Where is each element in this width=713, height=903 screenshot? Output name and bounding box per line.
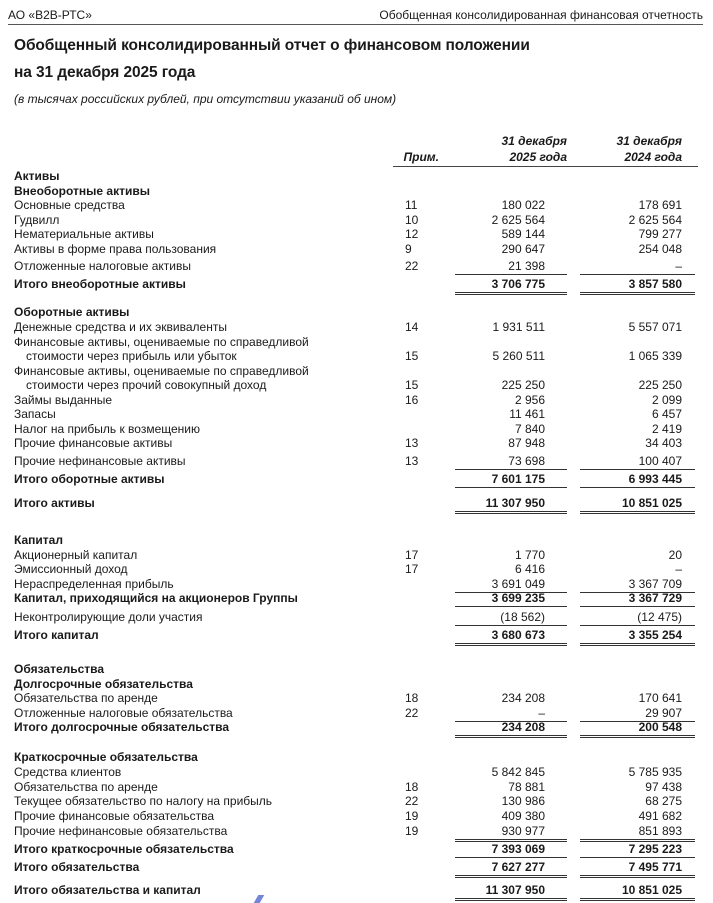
value-2025: 225 250 [501,378,545,392]
value-2025: 7 627 277 [491,860,545,874]
value-2025: 234 208 [501,691,545,705]
row-label: Гудвилл [14,213,60,227]
value-2024: – [675,562,682,576]
row-label: Итого оборотные активы [14,472,165,486]
value-2024: 851 893 [638,824,682,838]
row-label: Прочие нефинансовые активы [14,454,186,468]
table-row [0,823,713,839]
table-row [0,808,713,824]
value-2025: 7 601 175 [491,472,545,486]
row-label: Активы в форме права пользования [14,242,217,256]
row-note: 16 [405,393,419,407]
table-row [0,197,713,213]
value-2024: 200 548 [638,720,682,734]
table-row [0,304,713,320]
table-row [0,453,713,469]
value-2025: – [538,706,545,720]
table-row [0,690,713,706]
document-date: на 31 декабря 2025 года [14,64,196,81]
underline [455,857,567,858]
value-2024: 3 857 580 [628,277,682,291]
row-label: Итого активы [14,496,95,510]
value-2024: 170 641 [638,691,682,705]
value-2024: 29 907 [645,706,682,720]
row-label: Оборотные активы [14,305,130,319]
table-row [0,859,713,875]
value-2025: 3 680 673 [491,628,545,642]
table-row [0,276,713,292]
table-row [0,471,713,487]
table-row [0,348,713,364]
row-label: Внеоборотные активы [14,184,150,198]
row-note: 17 [405,562,419,576]
table-row [0,435,713,451]
row-label: Неконтролирующие доли участия [14,610,203,624]
value-2025: 2 956 [514,393,545,407]
double-underline [580,735,695,738]
double-underline [455,643,567,646]
column-header-note: Прим. [403,150,439,164]
value-2024: 3 367 729 [628,591,682,605]
report-type: Обобщенная консолидированная финансовая отчетность [379,8,703,22]
row-note: 13 [405,436,419,450]
underline [580,606,695,607]
underline [455,487,567,488]
value-2025: 180 022 [501,198,545,212]
value-2025: 290 647 [501,242,545,256]
table-row [0,495,713,511]
table-row [0,661,713,677]
underline [580,857,695,858]
underline [455,274,567,275]
double-underline [580,292,695,295]
row-label: Отложенные налоговые активы [14,259,191,273]
double-underline [455,875,567,878]
row-label: Основные средства [14,198,125,212]
row-label: Эмиссионный доход [14,562,128,576]
value-2024: 20 [668,548,682,562]
row-label: Финансовые активы, оцениваемые по справедливой [14,364,309,378]
row-note: 22 [405,259,419,273]
value-2025: 11 307 950 [485,883,545,897]
row-note: 22 [405,794,419,808]
header-rule [393,166,698,167]
value-2024: 799 277 [638,227,682,241]
document-title: Обобщенный консолидированный отчет о финансовом положении [14,37,530,54]
table-row [0,319,713,335]
value-2024: 100 407 [638,454,682,468]
value-2024: 7 295 223 [628,842,682,856]
row-label: Итого долгосрочные обязательства [14,720,230,734]
table-row [0,590,713,606]
underline [580,469,695,470]
row-note: 19 [405,824,419,838]
double-underline [580,898,695,901]
value-2024: 5 785 935 [628,765,682,779]
value-2025: 5 260 511 [492,349,545,363]
value-2025: 3 699 235 [491,591,545,605]
value-2025: 234 208 [501,720,545,734]
value-2025: 11 307 950 [485,496,545,510]
row-note: 11 [405,198,418,212]
column-header-2024-line1: 31 декабря [616,134,682,148]
value-2025: 87 948 [508,436,545,450]
row-note: 22 [405,706,419,720]
row-note: 18 [405,780,419,794]
table-row [0,168,713,184]
value-2024: 2 419 [651,422,682,436]
double-underline [580,643,695,646]
row-label: Краткосрочные обязательства [14,750,198,764]
column-header-2025-line2: 2025 года [509,150,567,164]
value-2024: 491 682 [638,809,682,823]
underline [455,469,567,470]
value-2025: 5 842 845 [491,765,545,779]
value-2025: 3 691 049 [491,577,545,591]
table-row [0,793,713,809]
column-header-2025 [460,133,567,165]
double-underline [580,511,695,514]
value-2025: 930 977 [501,824,545,838]
table-row [0,258,713,274]
row-label: Прочие нефинансовые обязательства [14,824,228,838]
value-2024: 97 438 [645,780,682,794]
row-note: 17 [405,548,419,562]
row-label: Прочие финансовые обязательства [14,809,214,823]
row-label: Активы [14,169,60,183]
value-2025: 2 625 564 [491,213,545,227]
value-2024: 6 457 [651,407,682,421]
table-row [0,764,713,780]
value-2024: 7 495 771 [628,860,682,874]
table-row [0,609,713,625]
value-2025: 409 380 [501,809,545,823]
column-header-2024 [570,133,682,165]
value-2025: 130 986 [501,794,545,808]
table-row [0,241,713,257]
table-row [0,561,713,577]
row-label: Итого внеоборотные активы [14,277,186,291]
table-row [0,719,713,735]
row-label: Долгосрочные обязательства [14,677,193,691]
double-underline [580,875,695,878]
value-2024: 1 065 339 [628,349,682,363]
value-2025: 21 398 [508,259,545,273]
value-2024: 34 403 [645,436,682,450]
value-2024: 3 367 709 [628,577,682,591]
value-2025: 1 931 511 [492,320,545,334]
table-row [0,882,713,898]
page-header [8,6,703,25]
row-label: стоимости через прочий совокупный доход [26,378,267,392]
row-label: Нематериальные активы [14,227,154,241]
row-label: Капитал, приходящийся на акционеров Группы [14,591,298,605]
row-label: Текущее обязательство по налогу на прибыль [14,794,273,808]
value-2024: 10 851 025 [621,883,682,897]
row-note: 10 [405,213,419,227]
value-2024: (12 475) [637,610,682,624]
table-row [0,841,713,857]
row-label: Средства клиентов [14,765,122,779]
row-label: Запасы [14,407,56,421]
row-note: 14 [405,320,419,334]
value-2024: 68 275 [645,794,682,808]
row-note: 19 [405,809,419,823]
row-label: Итого краткосрочные обязательства [14,842,234,856]
value-2025: 589 144 [501,227,545,241]
value-2025: 11 461 [509,407,545,421]
value-2025: 73 698 [508,454,545,468]
row-label: Налог на прибыль к возмещению [14,422,200,436]
underline [455,625,567,626]
table-row [0,226,713,242]
value-2025: 3 706 775 [491,277,545,291]
double-underline [455,292,567,295]
row-label: Нераспределенная прибыль [14,577,174,591]
value-2024: 254 048 [638,242,682,256]
double-underline [455,898,567,901]
column-header-2025-line1: 31 декабря [501,134,567,148]
value-2024: 3 355 254 [628,628,682,642]
row-label: Итого обязательства [14,860,140,874]
row-label: Обязательства по аренде [14,780,158,794]
table-row [0,749,713,765]
row-note: 18 [405,691,419,705]
row-label: Финансовые активы, оцениваемые по справедливой [14,335,309,349]
row-label: Обязательства по аренде [14,691,158,705]
row-label: Займы выданные [14,393,113,407]
value-2025: 78 881 [508,780,545,794]
company-name: АО «В2В-РТС» [8,8,92,22]
value-2024: 6 993 445 [628,472,682,486]
double-underline [455,511,567,514]
value-2024: 5 557 071 [628,320,682,334]
row-note: 12 [405,227,419,241]
row-label: Отложенные налоговые обязательства [14,706,233,720]
value-2025: 1 770 [514,548,545,562]
table-row [0,406,713,422]
table-row [0,377,713,393]
double-underline [455,735,567,738]
row-note: 15 [405,349,419,363]
row-label: Акционерный капитал [14,548,138,562]
units-note: (в тысячах российских рублей, при отсутствии указаний об ином) [14,92,397,106]
row-label: Капитал [14,533,63,547]
row-note: 13 [405,454,419,468]
table-row [0,627,713,643]
column-header-2024-line2: 2024 года [624,150,682,164]
value-2024: – [675,259,682,273]
value-2024: 178 691 [638,198,682,212]
value-2025: 6 416 [514,562,545,576]
value-2025: (18 562) [500,610,545,624]
value-2025: 7 840 [514,422,545,436]
underline [580,625,695,626]
underline [580,487,695,488]
row-label: Итого обязательства и капитал [14,883,201,897]
value-2025: 7 393 069 [491,842,545,856]
row-note: 9 [405,242,412,256]
table-row [0,532,713,548]
row-note: 15 [405,378,419,392]
underline [455,606,567,607]
row-label: стоимости через прибыль или убыток [26,349,237,363]
value-2024: 2 625 564 [628,213,682,227]
row-label: Прочие финансовые активы [14,436,173,450]
value-2024: 225 250 [638,378,682,392]
row-label: Денежные средства и их эквиваленты [14,320,227,334]
row-label: Обязательства [14,662,105,676]
value-2024: 2 099 [651,393,682,407]
underline [580,274,695,275]
value-2024: 10 851 025 [621,496,682,510]
row-label: Итого капитал [14,628,99,642]
